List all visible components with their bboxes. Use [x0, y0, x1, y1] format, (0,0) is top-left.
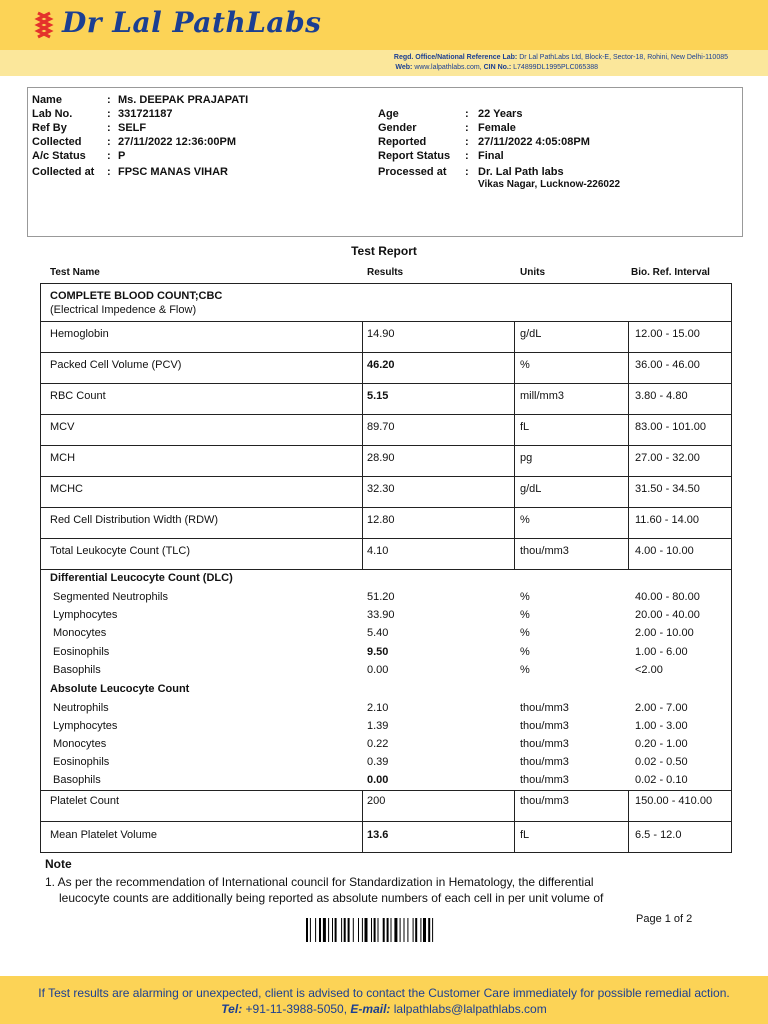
test-unit: g/dL: [520, 483, 542, 495]
column-divider: [628, 476, 629, 507]
test-result: 12.80: [367, 514, 395, 526]
test-result: 28.90: [367, 452, 395, 464]
test-result: 5.40: [367, 627, 389, 640]
test-ref-interval: 150.00 - 410.00: [635, 795, 713, 807]
section-title: COMPLETE BLOOD COUNT;CBC: [50, 290, 223, 302]
column-divider: [514, 445, 515, 476]
note-title: Note: [45, 857, 72, 871]
colon: :: [107, 94, 111, 106]
test-unit: pg: [520, 452, 533, 464]
test-name: Eosinophils: [53, 756, 110, 769]
test-result: 13.6: [367, 829, 389, 841]
test-name: Eosinophils: [53, 645, 110, 658]
test-name: Neutrophils: [53, 702, 109, 714]
test-name: Total Leukocyte Count (TLC): [50, 545, 191, 557]
test-unit: %: [520, 514, 530, 526]
test-result: 14.90: [367, 328, 395, 340]
test-result: 0.39: [367, 756, 389, 769]
column-divider: [514, 476, 515, 507]
test-name: Monocytes: [53, 738, 107, 751]
test-ref-interval: 1.00 - 3.00: [635, 720, 688, 733]
test-ref-interval: 2.00 - 10.00: [635, 627, 694, 640]
test-ref-interval: <2.00: [635, 663, 663, 676]
page-footer: [0, 976, 768, 1024]
column-divider: [362, 414, 363, 445]
test-unit: %: [520, 359, 530, 371]
test-unit: g/dL: [520, 328, 542, 340]
column-divider: [514, 383, 515, 414]
test-result: 0.00: [367, 663, 389, 676]
web-cin: Web: www.lalpathlabs.com, CIN No.: L74899DL1995PLC065388: [395, 64, 598, 71]
dlc-title: Differential Leucocyte Count (DLC): [50, 572, 233, 584]
test-unit: thou/mm3: [520, 774, 569, 787]
colon: :: [465, 136, 469, 148]
row-divider: [40, 852, 732, 853]
test-unit: mill/mm3: [520, 390, 564, 402]
patient-label: Ref By: [32, 122, 67, 134]
test-unit: %: [520, 627, 530, 640]
patient-label: Age: [378, 108, 399, 120]
colon: :: [107, 108, 111, 120]
column-divider: [362, 538, 363, 569]
colon: :: [107, 122, 111, 134]
patient-value: 27/11/2022 4:05:08PM: [478, 136, 590, 148]
test-ref-interval: 2.00 - 7.00: [635, 702, 688, 714]
test-unit: fL: [520, 421, 530, 433]
test-result: 5.15: [367, 390, 389, 402]
test-ref-interval: 3.80 - 4.80: [635, 390, 688, 402]
column-divider: [628, 414, 629, 445]
column-divider: [362, 445, 363, 476]
test-name: Basophils: [53, 663, 101, 676]
test-result: 0.00: [367, 774, 389, 787]
colon: :: [465, 166, 469, 178]
column-divider: [514, 821, 515, 852]
column-divider: [628, 538, 629, 569]
column-divider: [362, 352, 363, 383]
column-divider: [362, 476, 363, 507]
test-result: 46.20: [367, 359, 395, 371]
test-name: Monocytes: [53, 627, 107, 640]
section-method: (Electrical Impedence & Flow): [50, 304, 197, 316]
column-units: Units: [520, 267, 545, 278]
column-divider: [362, 383, 363, 414]
column-results: Results: [367, 267, 404, 278]
column-divider: [628, 383, 629, 414]
column-divider: [514, 538, 515, 569]
patient-label: Collected: [32, 136, 82, 148]
colon: :: [465, 122, 469, 134]
patient-label: Lab No.: [32, 108, 73, 120]
test-name: Packed Cell Volume (PCV): [50, 359, 182, 371]
test-result: 2.10: [367, 702, 389, 714]
patient-value: 331721187: [118, 108, 173, 120]
test-unit: fL: [520, 829, 530, 841]
test-name: Lymphocytes: [53, 720, 118, 733]
test-result: 32.30: [367, 483, 395, 495]
test-ref-interval: 0.20 - 1.00: [635, 738, 688, 751]
test-unit: thou/mm3: [520, 702, 569, 714]
brand-name: Dr Lal PathLabs: [62, 6, 322, 39]
test-name: Segmented Neutrophils: [53, 591, 168, 603]
column-divider: [362, 790, 363, 821]
test-result: 33.90: [367, 609, 395, 622]
colon: :: [465, 108, 469, 120]
patient-value: SELF: [118, 122, 147, 134]
column-divider: [362, 321, 363, 352]
colon: :: [465, 150, 469, 162]
patient-label: A/c Status: [32, 150, 86, 162]
test-name: MCHC: [50, 483, 83, 495]
report-title: Test Report: [351, 244, 417, 258]
patient-value: Ms. DEEPAK PRAJAPATI: [118, 94, 249, 106]
test-result: 9.50: [367, 645, 389, 658]
test-name: Red Cell Distribution Width (RDW): [50, 514, 219, 526]
patient-value: Dr. Lal Path labs: [478, 166, 564, 178]
test-name: Hemoglobin: [50, 328, 109, 340]
column-divider: [628, 790, 629, 821]
test-ref-interval: 31.50 - 34.50: [635, 483, 700, 495]
patient-value-line2: Vikas Nagar, Lucknow-226022: [478, 179, 621, 190]
test-ref-interval: 0.02 - 0.10: [635, 774, 688, 787]
test-unit: thou/mm3: [520, 795, 569, 807]
column-divider: [628, 507, 629, 538]
patient-value: Final: [478, 150, 504, 162]
column-divider: [362, 507, 363, 538]
patient-label: Reported: [378, 136, 427, 148]
test-name: Basophils: [53, 774, 101, 787]
note-line-2: leucocyte counts are additionally being reported as absolute numbers of each cell in per unit volume of: [59, 891, 604, 905]
patient-label: Gender: [378, 122, 417, 134]
test-unit: %: [520, 663, 530, 676]
test-result: 1.39: [367, 720, 389, 733]
test-ref-interval: 36.00 - 46.00: [635, 359, 700, 371]
page-header: [0, 0, 768, 76]
test-name: Lymphocytes: [53, 609, 118, 622]
patient-value: FPSC MANAS VIHAR: [118, 166, 229, 178]
column-test-name: Test Name: [50, 267, 100, 278]
patient-value: 22 Years: [478, 108, 523, 120]
test-result: 89.70: [367, 421, 395, 433]
column-divider: [514, 790, 515, 821]
column-ref-interval: Bio. Ref. Interval: [631, 267, 710, 278]
column-divider: [514, 414, 515, 445]
row-divider: [40, 569, 732, 570]
column-divider: [628, 445, 629, 476]
colon: :: [107, 136, 111, 148]
test-ref-interval: 83.00 - 101.00: [635, 421, 706, 433]
column-divider: [628, 352, 629, 383]
test-unit: thou/mm3: [520, 720, 569, 733]
column-divider: [628, 321, 629, 352]
patient-value: Female: [478, 122, 516, 134]
test-name: MCV: [50, 421, 75, 433]
patient-label: Report Status: [378, 150, 451, 162]
test-result: 51.20: [367, 591, 395, 603]
registered-office: Regd. Office/National Reference Lab: Dr Lal PathLabs Ltd, Block-E, Sector-18, Rohini, New Delhi-110085: [393, 54, 728, 61]
test-ref-interval: 6.5 - 12.0: [635, 829, 682, 841]
test-result: 4.10: [367, 545, 389, 557]
patient-value: 27/11/2022 12:36:00PM: [118, 136, 237, 148]
footer-advisory: If Test results are alarming or unexpected, client is advised to contact the Customer Care immediately for possible remedial action.: [38, 986, 730, 1000]
test-unit: %: [520, 609, 530, 622]
test-unit: thou/mm3: [520, 756, 569, 769]
column-divider: [362, 821, 363, 852]
column-divider: [514, 321, 515, 352]
page-number: Page 1 of 2: [636, 913, 693, 925]
patient-label: Collected at: [32, 166, 95, 178]
column-divider: [628, 821, 629, 852]
test-ref-interval: 20.00 - 40.00: [635, 609, 700, 622]
test-ref-interval: 1.00 - 6.00: [635, 645, 688, 658]
colon: :: [107, 150, 111, 162]
test-ref-interval: 0.02 - 0.50: [635, 756, 688, 769]
test-ref-interval: 12.00 - 15.00: [635, 328, 700, 340]
column-divider: [514, 507, 515, 538]
barcode-icon: [306, 918, 472, 942]
test-ref-interval: 11.60 - 14.00: [635, 514, 700, 526]
column-divider: [514, 352, 515, 383]
test-name: RBC Count: [50, 390, 106, 402]
test-ref-interval: 27.00 - 32.00: [635, 452, 700, 464]
patient-value: P: [118, 150, 126, 162]
footer-contact: Tel: +91-11-3988-5050, E-mail: lalpathlabs@lalpathlabs.com: [221, 1002, 547, 1016]
colon: :: [107, 166, 111, 178]
test-result: 0.22: [367, 738, 389, 751]
test-name: Platelet Count: [50, 795, 120, 807]
test-unit: thou/mm3: [520, 545, 569, 557]
test-ref-interval: 4.00 - 10.00: [635, 545, 694, 557]
test-unit: thou/mm3: [520, 738, 569, 751]
patient-label: Processed at: [378, 166, 447, 178]
test-unit: %: [520, 645, 530, 658]
note-line-1: 1. As per the recommendation of International council for Standardization in Hematology, the differential: [45, 875, 594, 889]
dna-logo-icon: [34, 11, 54, 41]
patient-label: Name: [32, 94, 62, 106]
test-result: 200: [367, 795, 386, 807]
test-unit: %: [520, 591, 530, 603]
test-name: MCH: [50, 452, 76, 464]
alc-title: Absolute Leucocyte Count: [50, 683, 190, 695]
test-name: Mean Platelet Volume: [50, 829, 158, 841]
test-ref-interval: 40.00 - 80.00: [635, 591, 700, 603]
